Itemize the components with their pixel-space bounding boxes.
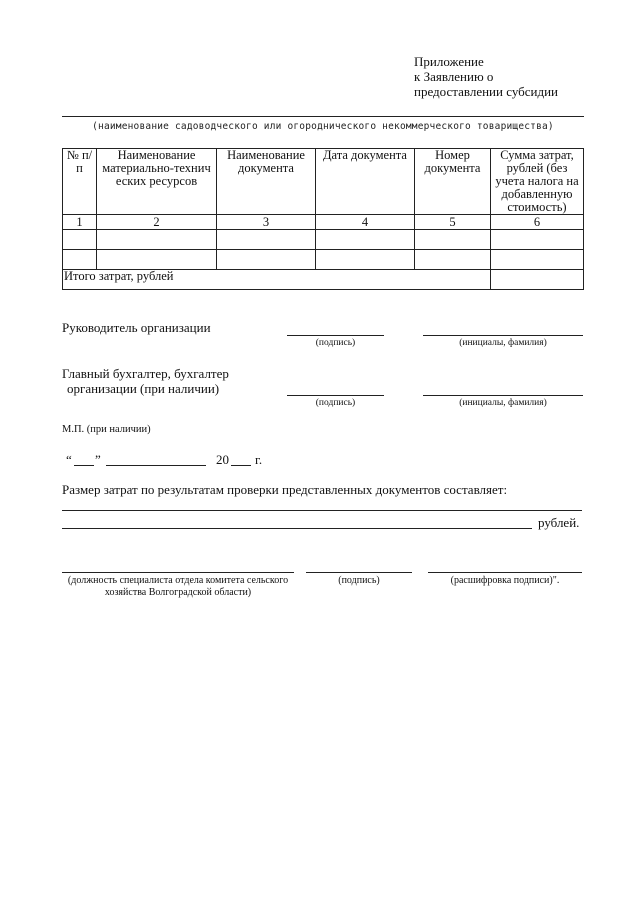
appendix-line-3: предоставлении субсидии — [414, 84, 559, 99]
date-year-prefix: 20 — [216, 452, 229, 467]
table-cell[interactable] — [491, 230, 584, 250]
organization-name-field[interactable] — [62, 116, 584, 117]
accountant-label-line-1: Главный бухгалтер, бухгалтер — [62, 366, 229, 381]
header-document-name: Наименование документа — [217, 149, 316, 215]
header-resources: Наименование материально-технич еских ресурсов — [97, 149, 217, 215]
table-total-row — [63, 270, 584, 290]
specialist-position-field[interactable] — [62, 572, 294, 573]
head-name-caption: (инициалы, фамилия) — [459, 338, 547, 348]
table-cell[interactable] — [97, 250, 217, 270]
column-number-3: 3 — [217, 215, 316, 230]
table-cell[interactable] — [415, 230, 491, 250]
accountant-label — [62, 366, 229, 396]
table-cell[interactable] — [63, 250, 97, 270]
header-document-date: Дата документа — [316, 149, 415, 215]
date-day-field[interactable] — [74, 465, 94, 466]
column-number-2: 2 — [97, 215, 217, 230]
organization-name-caption: (наименование садоводческого или огороднического некоммерческого товарищества) — [92, 121, 554, 132]
date-close-quote: ” — [95, 452, 101, 467]
date-month-field[interactable] — [106, 465, 206, 466]
table-cell[interactable] — [316, 230, 415, 250]
specialist-position-caption: (должность специалиста отдела комитета сельского хозяйства Волгоградской области) — [67, 575, 289, 598]
appendix-header — [414, 54, 558, 99]
accountant-name-field[interactable] — [423, 395, 583, 396]
table-numbering-row — [63, 215, 584, 230]
accountant-signature-caption: (подпись) — [315, 398, 356, 408]
verification-amount-line-2[interactable] — [62, 528, 532, 529]
head-signature-field[interactable] — [287, 335, 384, 336]
head-name-field[interactable] — [423, 335, 583, 336]
appendix-line-2: к Заявлению о — [414, 69, 494, 84]
date-open-quote: “ — [66, 452, 72, 467]
header-document-number: Номер документа — [415, 149, 491, 215]
costs-table — [62, 148, 584, 290]
date-year-field[interactable] — [231, 465, 251, 466]
column-number-6: 6 — [491, 215, 584, 230]
accountant-name-caption: (инициалы, фамилия) — [459, 398, 547, 408]
specialist-signature-caption: (подпись) — [338, 575, 380, 586]
table-cell[interactable] — [217, 230, 316, 250]
verification-amount-line-1[interactable] — [62, 510, 582, 511]
table-row — [63, 230, 584, 250]
date-year-suffix: г. — [255, 452, 263, 467]
rubles-label: рублей. — [538, 515, 580, 530]
table-header-row — [63, 149, 584, 215]
specialist-decoding-caption: (расшифровка подписи)". — [450, 575, 560, 586]
accountant-signature-field[interactable] — [287, 395, 384, 396]
table-cell[interactable] — [97, 230, 217, 250]
head-label: Руководитель организации — [62, 320, 211, 335]
appendix-line-1: Приложение — [414, 54, 484, 69]
table-cell[interactable] — [491, 250, 584, 270]
specialist-decoding-field[interactable] — [428, 572, 582, 573]
head-signature-caption: (подпись) — [315, 338, 356, 348]
column-number-1: 1 — [63, 215, 97, 230]
table-cell[interactable] — [316, 250, 415, 270]
column-number-4: 4 — [316, 215, 415, 230]
header-number: № п/п — [63, 149, 97, 215]
table-cell[interactable] — [217, 250, 316, 270]
column-number-5: 5 — [415, 215, 491, 230]
total-label: Итого затрат, рублей — [63, 270, 491, 290]
specialist-signature-field[interactable] — [306, 572, 412, 573]
stamp-label: М.П. (при наличии) — [62, 424, 151, 435]
table-cell[interactable] — [63, 230, 97, 250]
accountant-label-line-2: организации (при наличии) — [67, 381, 220, 396]
total-value-cell[interactable] — [491, 270, 584, 290]
table-row — [63, 250, 584, 270]
header-cost-sum: Сумма затрат, рублей (без учета налога на добавленную стоимость) — [491, 149, 584, 215]
verification-text: Размер затрат по результатам проверки представленных документов составляет: — [62, 482, 508, 497]
table-cell[interactable] — [415, 250, 491, 270]
